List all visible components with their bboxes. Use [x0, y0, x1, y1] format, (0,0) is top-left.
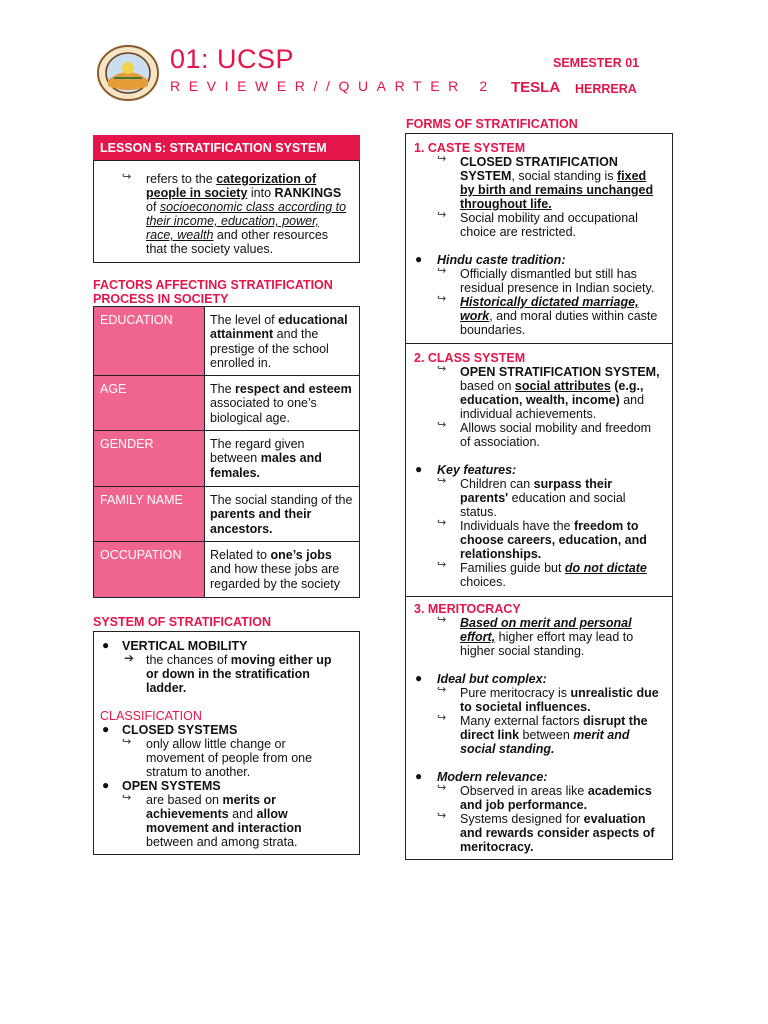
caste-system-title: 1. CASTE SYSTEM: [414, 141, 526, 155]
class-line: Families guide but do not dictate: [460, 561, 647, 575]
class-line: choose careers, education, and: [460, 533, 647, 547]
merit-line: effort, higher effort may lead to: [460, 630, 634, 644]
factor-description: The social standing of the parents and their ancestors.: [205, 487, 360, 542]
merit-line: Many external factors disrupt the: [460, 714, 648, 728]
class-line: parents' education and social: [460, 491, 626, 505]
factor-description: The respect and esteem associated to one’s biological age.: [205, 376, 360, 431]
class-line: Allows social mobility and freedom: [460, 421, 652, 435]
class-line: relationships.: [460, 547, 542, 561]
definition-line: their income, education, power,: [146, 214, 320, 228]
document-title: 01: UCSP: [170, 44, 295, 74]
merit-line: direct link between merit and: [460, 728, 630, 742]
closed-systems-label: CLOSED SYSTEMS: [122, 723, 238, 737]
author-name: HERRERA: [575, 82, 637, 96]
hook-arrow-icon: ↪: [437, 614, 447, 626]
section-label: TESLA: [511, 79, 561, 96]
ideal-label: Ideal but complex:: [437, 672, 547, 686]
hook-arrow-icon: ↪: [437, 265, 447, 277]
hook-arrow-icon: ↪: [437, 810, 447, 822]
bullet-icon: ●: [415, 671, 423, 685]
merit-line: higher social standing.: [460, 644, 585, 658]
table-row: [94, 542, 360, 598]
system-line: or down in the stratification: [146, 667, 310, 681]
merit-line: to societal influences.: [460, 700, 591, 714]
hook-arrow-icon: ↪: [122, 171, 132, 183]
table-row: [94, 487, 360, 542]
class-line: based on social attributes (e.g.,: [460, 379, 644, 393]
meritocracy-box: [405, 596, 673, 860]
merit-line: social standing.: [460, 742, 555, 756]
classification-label: CLASSIFICATION: [100, 709, 202, 723]
system-line: only allow little change or: [146, 737, 286, 751]
caste-system-box: [405, 133, 673, 344]
hook-arrow-icon: ↪: [437, 293, 447, 305]
class-line: of association.: [460, 435, 540, 449]
hindu-tradition-label: Hindu caste tradition:: [437, 253, 566, 267]
hook-arrow-icon: ↪: [122, 736, 132, 748]
merit-line: and job performance.: [460, 798, 588, 812]
caste-line: Officially dismantled but still has: [460, 267, 637, 281]
hook-arrow-icon: ↪: [437, 153, 447, 165]
factor-label: OCCUPATION: [94, 542, 205, 598]
definition-line: of socioeconomic class according to: [146, 200, 347, 214]
system-line: ladder.: [146, 681, 187, 695]
bullet-icon: ●: [415, 769, 423, 783]
system-line: are based on merits or: [146, 793, 276, 807]
definition-line: that the society values.: [146, 242, 274, 256]
class-line: individual achievements.: [460, 407, 597, 421]
merit-line: and rewards consider aspects of: [460, 826, 655, 840]
modern-relevance-label: Modern relevance:: [437, 770, 548, 784]
factor-label: GENDER: [94, 431, 205, 487]
system-line: stratum to another.: [146, 765, 251, 779]
hook-arrow-icon: ↪: [437, 684, 447, 696]
hook-arrow-icon: ↪: [437, 712, 447, 724]
table-row: [94, 307, 360, 376]
meritocracy-title: 3. MERITOCRACY: [414, 602, 521, 616]
system-box: [93, 631, 360, 855]
table-row: [94, 431, 360, 487]
bullet-icon: ●: [415, 252, 423, 266]
class-line: education, wealth, income) and: [460, 393, 645, 407]
system-heading: SYSTEM OF STRATIFICATION: [93, 615, 272, 629]
system-line: between and among strata.: [146, 835, 298, 849]
bullet-icon: ●: [102, 778, 110, 792]
caste-line: throughout life.: [460, 197, 552, 211]
class-line: Individuals have the freedom to: [460, 519, 639, 533]
merit-line: meritocracy.: [460, 840, 534, 854]
bullet-icon: ●: [415, 462, 423, 476]
merit-line: Observed in areas like academics: [460, 784, 652, 798]
definition-line: race, wealth and other resources: [146, 228, 329, 242]
caste-line: choice are restricted.: [460, 225, 577, 239]
factor-description: Related to one’s jobs and how these jobs are regarded by the society: [205, 542, 360, 598]
system-line: movement of people from one: [146, 751, 313, 765]
hook-arrow-icon: ↪: [437, 559, 447, 571]
hook-arrow-icon: ↪: [437, 363, 447, 375]
factor-description: The regard given between males and females.: [205, 431, 360, 487]
system-line: movement and interaction: [146, 821, 302, 835]
class-line: Children can surpass their: [460, 477, 613, 491]
hook-arrow-icon: ↪: [437, 475, 447, 487]
merit-line: Based on merit and personal: [460, 616, 632, 630]
hook-arrow-icon: ↪: [437, 209, 447, 221]
factor-label: EDUCATION: [94, 307, 205, 376]
merit-line: Pure meritocracy is unrealistic due: [460, 686, 659, 700]
factors-table: [93, 306, 360, 598]
key-features-label: Key features:: [437, 463, 517, 477]
vertical-mobility-label: VERTICAL MOBILITY: [122, 639, 248, 653]
semester-label: SEMESTER 01: [553, 56, 640, 70]
lesson-title: LESSON 5: STRATIFICATION SYSTEM: [93, 135, 360, 160]
hook-arrow-icon: ↪: [437, 782, 447, 794]
merit-line: Systems designed for evaluation: [460, 812, 646, 826]
lesson-definition-box: [93, 160, 360, 263]
definition-line: refers to the categorization of: [146, 172, 317, 186]
factor-label: AGE: [94, 376, 205, 431]
caste-line: Social mobility and occupational: [460, 211, 638, 225]
factor-description: The level of educational attainment and the prestige of the school enrolled in.: [205, 307, 360, 376]
bullet-icon: ●: [102, 722, 110, 736]
definition-line: people in society into RANKINGS: [146, 186, 342, 200]
factor-label: FAMILY NAME: [94, 487, 205, 542]
hook-arrow-icon: ↪: [437, 419, 447, 431]
class-line: choices.: [460, 575, 506, 589]
class-system-title: 2. CLASS SYSTEM: [414, 351, 526, 365]
caste-line: SYSTEM, social standing is fixed: [460, 169, 647, 183]
caste-line: boundaries.: [460, 323, 526, 337]
class-system-box: [405, 343, 673, 597]
caste-line: work, and moral duties within caste: [460, 309, 658, 323]
school-seal-logo: [96, 44, 160, 102]
system-line: the chances of moving either up: [146, 653, 332, 667]
forms-heading: FORMS OF STRATIFICATION: [406, 117, 578, 131]
class-line: OPEN STRATIFICATION SYSTEM,: [460, 365, 660, 379]
hook-arrow-icon: ↪: [122, 792, 132, 804]
document-subtitle: REVIEWER//QUARTER 2: [170, 78, 496, 94]
bullet-icon: ●: [102, 638, 110, 652]
caste-line: by birth and remains unchanged: [460, 183, 654, 197]
table-row: [94, 376, 360, 431]
caste-line: residual presence in Indian society.: [460, 281, 655, 295]
class-line: status.: [460, 505, 497, 519]
caste-line: CLOSED STRATIFICATION: [460, 155, 618, 169]
open-systems-label: OPEN SYSTEMS: [122, 779, 221, 793]
factors-heading-line-2: PROCESS IN SOCIETY: [93, 292, 229, 306]
caste-line: Historically dictated marriage,: [460, 295, 639, 309]
arrow-icon: ➔: [124, 651, 135, 665]
factors-heading: FACTORS AFFECTING STRATIFICATION: [93, 278, 333, 292]
hook-arrow-icon: ↪: [437, 517, 447, 529]
system-line: achievements and allow: [146, 807, 288, 821]
